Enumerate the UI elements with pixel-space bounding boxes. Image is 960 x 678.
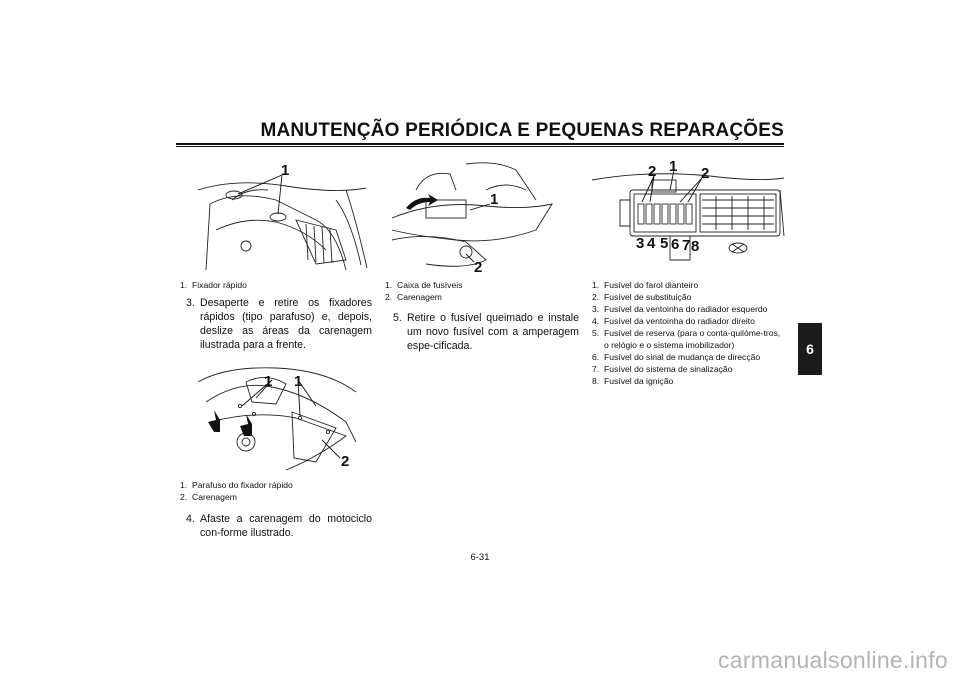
list-item: 1. Fusível do farol dianteiro <box>592 280 699 290</box>
figure2-callout-2: 2 <box>341 453 350 470</box>
figure1-caption <box>180 279 376 291</box>
figure4-callout-7: 7 <box>682 237 691 254</box>
figure2-caption <box>180 479 376 503</box>
figure4-callout-6: 6 <box>671 236 680 253</box>
list-item: 1. Caixa de fusíveis <box>385 280 463 290</box>
figure-fuse-layout <box>590 160 786 272</box>
list-item: 7. Fusível do sistema de sinalização <box>592 364 733 374</box>
list-item: 2. Fusível de substituição <box>592 292 692 302</box>
watermark: carmanualsonline.info <box>717 647 948 673</box>
figure-fairing-screws <box>196 362 368 474</box>
figure-fuse-box-removal <box>386 160 564 272</box>
figure3-callout-2: 2 <box>474 259 483 272</box>
fuse-layout-illustration <box>590 160 786 272</box>
quick-fastener-illustration <box>196 160 368 272</box>
figure4-callout-4: 4 <box>647 235 656 252</box>
figure4-callout-1: 1 <box>669 160 678 175</box>
figure4-callout-2b: 2 <box>701 165 710 182</box>
list-item: 1. Parafuso do fixador rápido <box>180 480 293 490</box>
fairing-screws-illustration <box>196 362 368 474</box>
figure2-callout-1a: 1 <box>264 373 273 390</box>
figure1-callout: 1 <box>281 162 290 179</box>
list-item: 3. Fusível da ventoinha do radiador esquerdo <box>592 304 768 314</box>
header-rule <box>176 143 784 147</box>
figure4-caption <box>592 279 786 387</box>
figure4-callout-8: 8 <box>691 238 700 255</box>
step-4: 4. Afaste a carenagem do motociclo con-forme ilustrado. <box>186 513 372 539</box>
figure4-callout-3: 3 <box>636 235 645 252</box>
list-item: 2. Carenagem <box>180 492 237 502</box>
figure4-callout-5: 5 <box>660 235 669 252</box>
list-item: 4. Fusível da ventoinha do radiador direito <box>592 316 755 326</box>
fuse-box-removal-illustration <box>386 160 564 272</box>
chapter-tab: 6 <box>798 323 822 375</box>
step-5: 5. Retire o fusível queimado e instale um novo fusível com a amperagem espe-cificada. <box>393 312 579 352</box>
figure3-caption <box>385 279 581 303</box>
list-item: 6. Fusível do sinal de mudança de direcção <box>592 352 761 362</box>
figure2-callout-1b: 1 <box>294 373 303 390</box>
page-number: 6-31 <box>470 552 490 563</box>
page-title: MANUTENÇÃO PERIÓDICA E PEQUENAS REPARAÇÕES <box>260 120 784 141</box>
list-item: 8. Fusível da ignição <box>592 376 674 386</box>
figure-quick-fastener <box>196 160 368 272</box>
figure3-callout-1: 1 <box>490 191 499 208</box>
step-3: 3. Desaperte e retire os fixadores rápidos (tipo parafuso) e, depois, deslize as áreas da carenagem ilustrada para a frente. <box>186 297 372 351</box>
figure4-callout-2a: 2 <box>648 163 657 180</box>
list-item: 5. Fusível de reserva (para o conta-quilóme-tros, o relógio e o sistema imobilizador) <box>592 328 781 350</box>
list-item: 1. Fixador rápido <box>180 280 247 290</box>
list-item: 2. Carenagem <box>385 292 442 302</box>
